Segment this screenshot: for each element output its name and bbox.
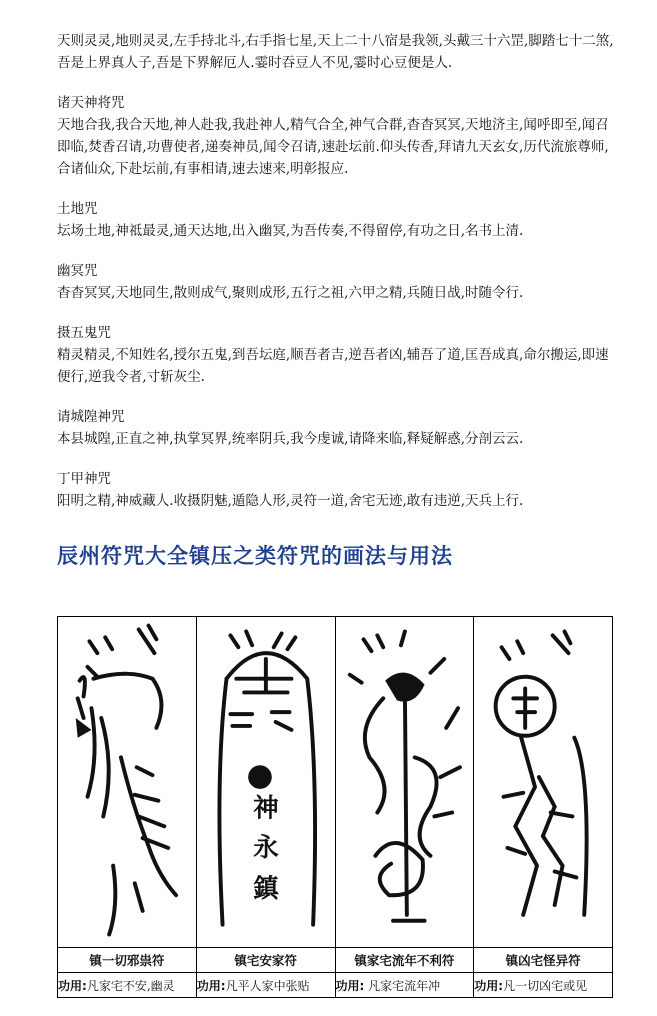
section-title: 丁甲神咒 <box>57 471 111 487</box>
use-text: 凡一切凶宅或见 <box>503 978 588 993</box>
talisman-use <box>58 973 197 998</box>
section-body: 坛场土地,神祗最灵,通天达地,出入幽冥,为吾传奏,不得留停,有功之日,名书上清. <box>57 223 524 239</box>
section-body: 天地合我,我合天地,神人赴我,我赴神人,精气合全,神气合群,杳杳冥冥,天地济主,闻呼即至,闻召即临,焚香召请,功曹使者,递奏神员,闻令召请,速赴坛前.仰头传香,拜请九天玄女,历代流旅尊师,合诸仙众,下赴坛前,有事相请,速去速来,明彰报应. <box>57 117 609 177</box>
section-1 <box>57 92 617 180</box>
talisman-glyph: 永 <box>252 832 279 863</box>
section-title: 幽冥咒 <box>57 263 98 279</box>
section-2 <box>57 198 617 242</box>
section-body: 本县城隍,正直之神,执掌冥界,统率阴兵,我今虔诚,请降来临,释疑解惑,分剖云云. <box>57 431 524 447</box>
section-5 <box>57 406 617 450</box>
talisman-use <box>196 973 335 998</box>
use-label: 功用: <box>474 978 504 993</box>
section-title: 土地咒 <box>57 201 98 217</box>
talisman-name: 镇家宅流年不利符 <box>335 948 474 973</box>
use-text: 凡平人家中张贴 <box>225 978 310 993</box>
use-label: 功用: <box>58 978 87 993</box>
talisman-drawing-4 <box>474 617 612 947</box>
talisman-glyph: 鎮 <box>252 874 279 905</box>
talisman-name: 镇宅安家符 <box>196 948 335 973</box>
talisman-table <box>57 616 613 998</box>
section-4 <box>57 322 617 388</box>
talisman-drawing-3 <box>336 617 474 947</box>
text-body <box>57 30 617 512</box>
talisman-image-1 <box>58 617 197 948</box>
use-text: 凡家宅流年冲 <box>364 978 441 993</box>
section-6 <box>57 468 617 512</box>
section-title: 诸天神将咒 <box>57 95 125 111</box>
section-body: 杳杳冥冥,天地同生,散则成气,聚则成形,五行之祖,六甲之精,兵随日战,时随令行. <box>57 285 524 301</box>
section-title: 请城隍神咒 <box>57 409 125 425</box>
use-label: 功用: <box>335 978 365 993</box>
talisman-image-4 <box>474 617 613 948</box>
section-body: 精灵精灵,不知姓名,授尔五鬼,到吾坛庭,顺吾者吉,逆吾者凶,辅吾了道,匡吾成真,命尔搬运,即速便行,逆我令者,寸斩灰尘. <box>57 347 609 385</box>
use-label: 功用: <box>196 978 226 993</box>
talisman-image-3 <box>335 617 474 948</box>
section-heading: 辰州符咒大全镇压之类符咒的画法与用法 <box>57 544 453 568</box>
talisman-drawing-1 <box>58 617 196 947</box>
intro-paragraph: 天则灵灵,地则灵灵,左手持北斗,右手指七星,天上二十八宿是我领,头戴三十六罡,脚踏七十二煞,吾是上界真人子,吾是下界解厄人.霎时吞豆人不见,霎时心豆便是人. <box>57 33 614 71</box>
talisman-drawing-2 <box>197 617 335 947</box>
talisman-name: 镇凶宅怪异符 <box>474 948 613 973</box>
talisman-use <box>474 973 613 998</box>
talisman-use <box>335 973 474 998</box>
section-body: 阳明之精,神威藏人.收摄阴魅,遁隐人形,灵符一道,舍宅无迹,敢有违逆,天兵上行. <box>57 493 524 509</box>
section-3 <box>57 260 617 304</box>
talisman-glyph: 神 <box>252 793 279 824</box>
talisman-name: 镇一切邪祟符 <box>58 948 197 973</box>
section-title: 摄五鬼咒 <box>57 325 111 341</box>
talisman-image-2 <box>196 617 335 948</box>
use-text: 凡家宅不安,幽灵 <box>86 978 175 993</box>
